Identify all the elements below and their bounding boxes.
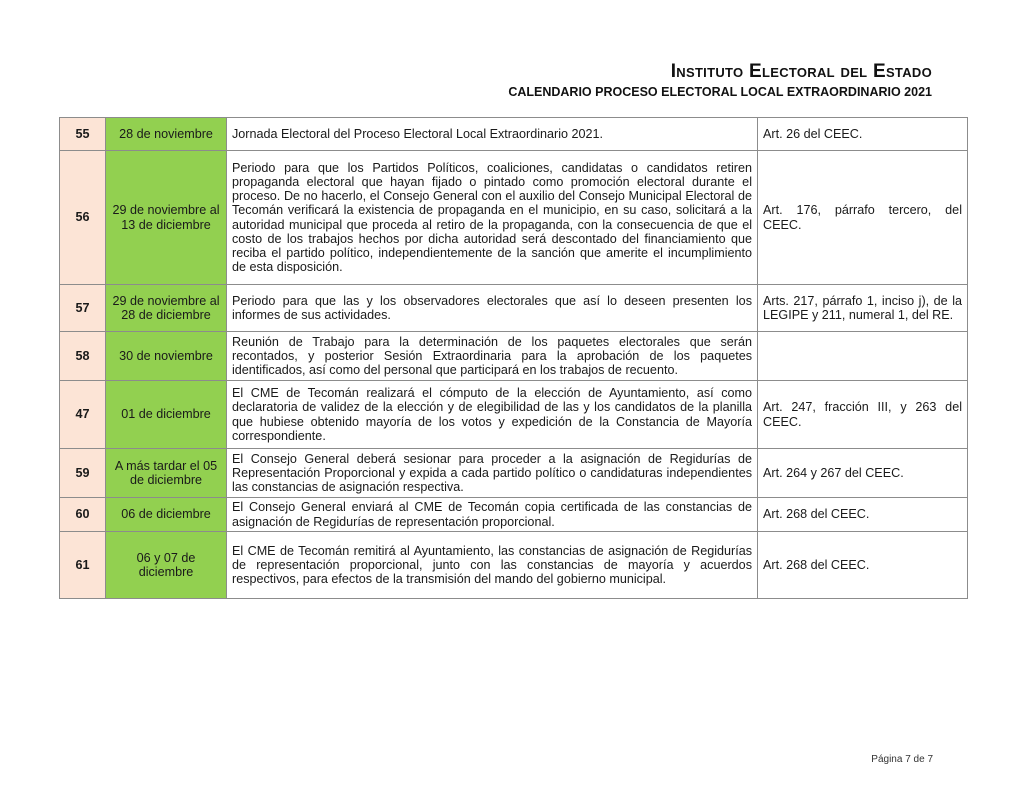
activity-date: 29 de noviembre al 28 de diciembre — [106, 285, 227, 332]
table-row — [60, 151, 968, 285]
table-row — [60, 449, 968, 498]
activity-description: El Consejo General enviará al CME de Tecomán copia certificada de las constancias de asignación de Regidurías de representación proporcional. — [227, 498, 758, 532]
activity-date: 06 y 07 de diciembre — [106, 532, 227, 599]
legal-reference: Arts. 217, párrafo 1, inciso j), de la LEGIPE y 211, numeral 1, del RE. — [758, 285, 968, 332]
activity-description: Reunión de Trabajo para la determinación de los paquetes electorales que serán recontados, y posterior Sesión Extraordinaria para la aprobación de los paquetes identificados, así como del personal que participará en los trabajos de recuento. — [227, 332, 758, 381]
activity-date: 28 de noviembre — [106, 118, 227, 151]
activity-description: El CME de Tecomán remitirá al Ayuntamiento, las constancias de asignación de Regidurías de representación proporcional, junto con las constancias de mayoría y acuerdos respectivos, para efectos de la transmisión del mando del gobierno municipal. — [227, 532, 758, 599]
activity-number: 47 — [60, 381, 106, 449]
activity-description: El CME de Tecomán realizará el cómputo de la elección de Ayuntamiento, así como declaratoria de validez de la elección y de elegibilidad de las y los candidatos de la planilla que hubiese obtenido mayoría de los votos y expedición de la Constancia de Mayoría correspondiente. — [227, 381, 758, 449]
activity-number: 57 — [60, 285, 106, 332]
legal-reference: Art. 176, párrafo tercero, del CEEC. — [758, 151, 968, 285]
legal-reference: Art. 247, fracción III, y 263 del CEEC. — [758, 381, 968, 449]
activity-number: 56 — [60, 151, 106, 285]
document-header — [508, 62, 932, 100]
activity-date: 30 de noviembre — [106, 332, 227, 381]
activity-description: El Consejo General deberá sesionar para proceder a la asignación de Regidurías de Representación Proporcional y expida a cada partido político o candidaturas independientes las constancias de asignación respectiva. — [227, 449, 758, 498]
calendar-table — [59, 117, 968, 599]
table-row — [60, 285, 968, 332]
table-row — [60, 332, 968, 381]
activity-number: 55 — [60, 118, 106, 151]
activity-description: Jornada Electoral del Proceso Electoral Local Extraordinario 2021. — [227, 118, 758, 151]
activity-date: 06 de diciembre — [106, 498, 227, 532]
legal-reference: Art. 268 del CEEC. — [758, 498, 968, 532]
legal-reference: Art. 26 del CEEC. — [758, 118, 968, 151]
document-subtitle: CALENDARIO PROCESO ELECTORAL LOCAL EXTRAORDINARIO 2021 — [508, 85, 932, 99]
legal-reference: Art. 264 y 267 del CEEC. — [758, 449, 968, 498]
activity-number: 60 — [60, 498, 106, 532]
activity-number: 58 — [60, 332, 106, 381]
activity-date: A más tardar el 05 de diciembre — [106, 449, 227, 498]
activity-description: Periodo para que las y los observadores electorales que así lo deseen presenten los informes de sus actividades. — [227, 285, 758, 332]
table-row — [60, 498, 968, 532]
table-row — [60, 532, 968, 599]
activity-number: 59 — [60, 449, 106, 498]
activity-number: 61 — [60, 532, 106, 599]
table-row — [60, 381, 968, 449]
activity-date: 29 de noviembre al 13 de diciembre — [106, 151, 227, 285]
activity-description: Periodo para que los Partidos Políticos, coaliciones, candidatas o candidatos retiren propaganda electoral que hayan fijado o pintado como promoción electoral durante el proceso. De no hacerlo, el Consejo General con el auxilio del Consejo Municipal Electoral de Tecomán verificará la existencia de propaganda en el municipio, en su caso, solicitará a la autoridad municipal que proceda al retiro de la propaganda, con la consecuencia de que el costo de los trabajos hechos por dicha autoridad será descontado del financiamiento que reciba el partido político, independientemente de la sanción que amerite el incumplimiento de esta disposición. — [227, 151, 758, 285]
page-number: Página 7 de 7 — [871, 754, 933, 765]
activity-date: 01 de diciembre — [106, 381, 227, 449]
legal-reference — [758, 332, 968, 381]
legal-reference: Art. 268 del CEEC. — [758, 532, 968, 599]
table-row — [60, 118, 968, 151]
organization-title: Instituto Electoral del Estado — [670, 61, 932, 82]
